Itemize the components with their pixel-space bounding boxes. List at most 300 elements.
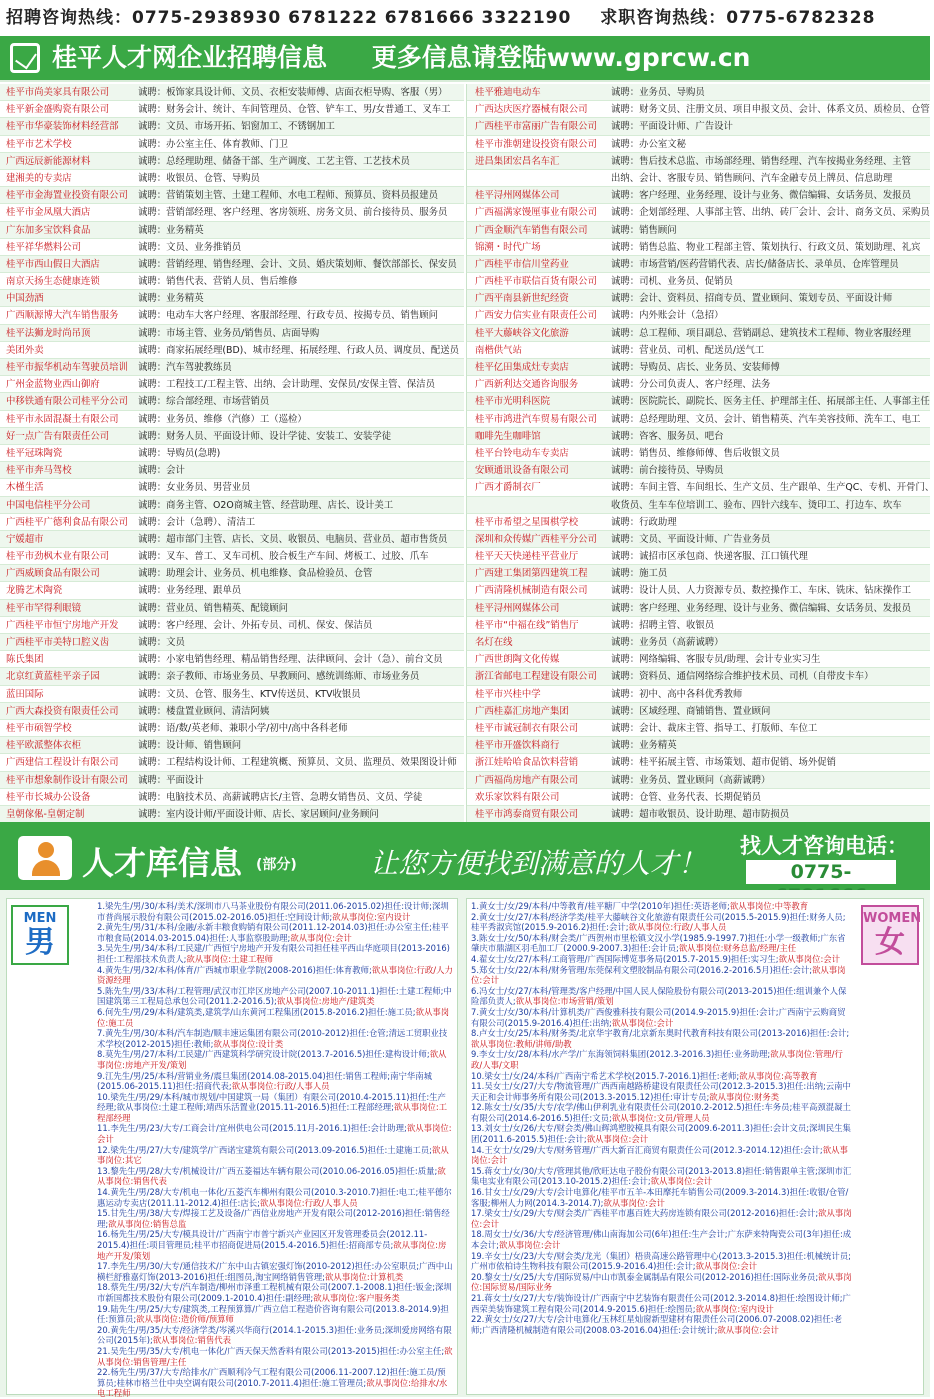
job-row[interactable]: [0, 720, 464, 737]
company-name[interactable]: 桂平市奔马驾校: [6, 465, 72, 477]
job-row[interactable]: [467, 479, 934, 496]
company-name[interactable]: 广西桂平市富丽广告有限公司: [475, 121, 597, 133]
job-row[interactable]: [467, 668, 930, 685]
company-name[interactable]: 桂平市华豪装饰材料经营部: [6, 121, 119, 133]
job-positions: 诚聘：文员、业务推销员: [138, 241, 242, 253]
job-row[interactable]: [467, 256, 930, 273]
talent-entry[interactable]: [471, 1208, 853, 1229]
company-name[interactable]: 广西才爵制衣厂: [475, 482, 541, 494]
job-positions: 诚聘：商家拓展经理(BD)、城市经理、拓展经理、行政人员、调度员、配送员: [138, 344, 459, 356]
company-name[interactable]: 桂平市开盛饮料商行: [475, 740, 560, 752]
job-row[interactable]: [467, 600, 930, 617]
talent-entry[interactable]: [471, 1229, 853, 1250]
talent-entry[interactable]: [471, 1102, 853, 1123]
job-positions: 诚聘：室内设计师/平面设计师、店长、家居顾问/业务顾问: [138, 808, 379, 820]
talent-entry[interactable]: [471, 901, 853, 912]
talent-entry[interactable]: [97, 1282, 453, 1303]
company-name[interactable]: 广东加多宝饮料食品: [6, 224, 91, 236]
company-name[interactable]: 桂平市长城办公设备: [6, 791, 91, 803]
desired-position: 欲从事岗位:财务总监/经理/主任: [678, 943, 797, 954]
job-column-right: [466, 84, 934, 823]
job-positions: 诚聘：业务员、导购员: [611, 87, 705, 98]
talent-entry[interactable]: [97, 1049, 453, 1070]
company-name[interactable]: 桂平市想象制作设计有限公司: [6, 774, 128, 786]
company-name[interactable]: 桂平浔州网媒体公司: [475, 602, 560, 614]
job-row[interactable]: [0, 290, 464, 307]
job-row[interactable]: [467, 239, 930, 256]
company-name[interactable]: 广西桂平市信川堂药业: [475, 258, 569, 270]
job-row[interactable]: [0, 514, 464, 531]
talent-entry[interactable]: [471, 912, 853, 933]
job-row[interactable]: [467, 273, 930, 290]
job-row[interactable]: [467, 101, 930, 118]
company-name[interactable]: 中移铁通有限公司桂平分公司: [6, 396, 128, 408]
company-name[interactable]: 桂平市永固混凝土有限公司: [6, 413, 119, 425]
job-row[interactable]: [0, 634, 464, 651]
job-row[interactable]: [467, 187, 930, 204]
job-row[interactable]: [0, 531, 464, 548]
company-name[interactable]: 建湘美的专卖店: [6, 172, 72, 184]
talent-entry[interactable]: [97, 901, 453, 922]
company-name[interactable]: 桂平市“中福在线”销售厅: [475, 619, 579, 631]
job-positions: 诚聘：初中、高中各科优秀教师: [611, 688, 743, 700]
talent-entry[interactable]: [471, 1293, 853, 1314]
job-positions: 诚聘：平面设计师、广告设计: [611, 121, 733, 133]
job-positions: 诚聘：营销经理、销售经理、会计、文员、婚庆策划师、餐饮部部长、保安员: [138, 258, 457, 270]
company-name[interactable]: 桂平市金凤凰大酒店: [6, 207, 91, 219]
company-name[interactable]: 广西威顾食品有限公司: [6, 568, 100, 580]
job-positions: 诚聘：招聘主管、收银员: [611, 619, 715, 631]
banner-site-link[interactable]: 更多信息请登陆www.gprcw.cn: [371, 43, 751, 72]
job-hotline: 求职咨询热线：0775-6782328: [600, 8, 876, 28]
company-name[interactable]: 名灯在线: [475, 637, 513, 648]
job-positions: 诚聘：文员、市场开拓、铝窗加工、不锈钢加工: [138, 121, 335, 133]
job-row[interactable]: [0, 118, 464, 135]
talent-entry[interactable]: [97, 986, 453, 1007]
company-name[interactable]: 桂平市淮朝建设投资有限公司: [475, 138, 597, 150]
job-row[interactable]: [0, 273, 464, 290]
desired-position: 欲从事岗位:会计: [498, 1240, 561, 1250]
company-name[interactable]: 桂平市鸿泰商贸有限公司: [475, 808, 579, 820]
company-name[interactable]: 广西达庆医疗器械有限公司: [475, 104, 588, 116]
job-row[interactable]: [467, 617, 930, 634]
company-name[interactable]: 广西新利达交通咨询服务: [475, 379, 579, 391]
job-row[interactable]: [467, 772, 930, 789]
job-positions: 诚聘：电动车大客户经理、客服部经理、行政专员、按揭专员、销售顾问: [138, 310, 439, 322]
job-row[interactable]: [0, 703, 464, 720]
company-name[interactable]: 广西远辰新能源材料: [6, 155, 91, 167]
desired-position: 欲从事岗位:高等教育: [739, 1070, 818, 1081]
company-name[interactable]: 宁媛超市: [6, 533, 44, 545]
talent-entry[interactable]: [97, 1304, 453, 1325]
company-name[interactable]: 桂平法狮龙时尚吊顶: [6, 327, 91, 339]
job-row[interactable]: [467, 634, 930, 651]
desired-position: 欲从事岗位:销售代表: [152, 1335, 231, 1346]
talent-entry[interactable]: [471, 1314, 853, 1335]
company-name[interactable]: 广西金顺汽车销售有限公司: [475, 224, 588, 236]
job-row[interactable]: [467, 703, 930, 720]
company-name[interactable]: 桂平欧派整体衣柜: [6, 740, 82, 752]
job-row[interactable]: [0, 772, 464, 789]
job-row[interactable]: [467, 411, 930, 428]
job-positions: 诚聘：收银员、仓管、导购员: [138, 172, 260, 184]
talent-entry[interactable]: [471, 1123, 853, 1144]
company-name[interactable]: 桂平市尚美家具有限公司: [6, 87, 110, 98]
women-badge-cn: 女: [875, 925, 905, 960]
men-talent-list: [97, 901, 453, 1399]
job-row[interactable]: [467, 497, 930, 514]
company-name[interactable]: 广西顺源博大汽车销售服务: [6, 310, 119, 322]
job-row[interactable]: [0, 359, 464, 376]
job-row[interactable]: [0, 170, 464, 187]
job-row[interactable]: [467, 359, 930, 376]
job-row[interactable]: [0, 497, 464, 514]
job-row[interactable]: [467, 307, 930, 324]
company-name[interactable]: 桂平市兴桂中学: [475, 688, 541, 700]
company-name[interactable]: 广西桂嘉汇房地产集团: [475, 705, 569, 717]
talent-entry[interactable]: [471, 1071, 853, 1082]
company-name[interactable]: 中国劲酒: [6, 293, 44, 305]
talent-entry[interactable]: [97, 1325, 453, 1346]
job-row[interactable]: [0, 686, 464, 703]
job-row[interactable]: [0, 548, 464, 565]
company-name[interactable]: 皇朝傢俬-皇朝定制: [6, 808, 85, 820]
job-positions: 诚聘：设计师、销售顾问: [138, 740, 242, 752]
job-row[interactable]: [467, 806, 930, 823]
company-name[interactable]: 广西桂平市恒宁房地产开发: [6, 619, 119, 631]
company-name[interactable]: 迸昌集团宏昌名车汇: [475, 155, 560, 167]
job-row[interactable]: [467, 222, 930, 239]
job-row[interactable]: [0, 600, 464, 617]
job-row[interactable]: [0, 256, 464, 273]
company-name[interactable]: 桂平市希望之星围棋学校: [475, 516, 579, 528]
desired-position: 欲从事岗位:文员/管理人员: [611, 1112, 710, 1123]
job-positions: 诚聘：营销部经理、客户经理、客房领班、房务文员、前台接待员、服务员: [138, 207, 448, 219]
job-row[interactable]: [0, 565, 464, 582]
talent-profile: 3.陈女士/女/50/本科/财会类/广西贺州市里松镇文汉小学(1985.9-1997.7)担任:小学一级教师;广东省肇庆市鼎湖区羽毛加工厂(2000.9-2007.3)担任:会计员;: [471, 932, 846, 954]
talent-profile: 7.黄女士/女/30/本科/计算机类/广西俊雅科技有限公司(2014.9-2015.9)担任:会计;广西南宁云购商贸有限公司(2015.9-2016.4)担任:出纳;: [471, 1006, 846, 1028]
company-name[interactable]: 欢乐家饮料有限公司: [475, 791, 560, 803]
talent-entry[interactable]: [471, 986, 853, 1007]
job-row[interactable]: [467, 651, 930, 668]
company-name[interactable]: 桂平市鸿进汽车贸易有限公司: [475, 413, 597, 425]
company-name[interactable]: 广西桂平广德利食品有限公司: [6, 516, 128, 528]
job-row[interactable]: [467, 153, 930, 170]
job-positions: 诚聘：超市部门主管、店长、文员、收银员、电脑员、营业员、超市售货员: [138, 533, 448, 545]
job-positions: 诚聘：文员、平面设计师、广告业务员: [611, 533, 771, 545]
job-row[interactable]: [467, 737, 930, 754]
job-positions: 诚聘：医院院长、副院长、医务主任、护理部主任、拓展部主任、人事部主任: [611, 396, 930, 408]
job-row[interactable]: [0, 411, 464, 428]
talent-entry[interactable]: [471, 1251, 853, 1272]
talent-entry[interactable]: [471, 965, 853, 986]
men-badge-en: MEN: [23, 911, 57, 926]
talent-entry[interactable]: [471, 1166, 853, 1187]
company-name[interactable]: 广州金蓝物业西山御府: [6, 379, 100, 391]
job-positions: 诚聘：办公室主任、体育教师、门卫: [138, 138, 289, 150]
company-name[interactable]: 南楷供气站: [475, 344, 522, 356]
desired-position: 欲从事岗位:会计: [290, 932, 352, 943]
company-name[interactable]: 广西福尚房地产有限公司: [475, 774, 579, 786]
job-positions: 诚聘：总经理助理、储备干部、生产调度、工艺主管、工艺技术员: [138, 155, 410, 167]
job-row[interactable]: [0, 393, 464, 410]
job-row[interactable]: [0, 806, 464, 823]
company-name[interactable]: 桂平市罕得利眼镜: [6, 602, 82, 614]
job-row[interactable]: [0, 668, 464, 685]
company-name[interactable]: 桂平大藤峡谷文化旅游: [475, 327, 569, 339]
talent-entry[interactable]: [471, 954, 853, 965]
company-name[interactable]: 桂平浔州网媒体公司: [475, 190, 560, 202]
women-talent-list: [471, 901, 853, 1392]
job-positions: 诚聘：会计: [138, 465, 185, 477]
talent-entry[interactable]: [97, 1092, 453, 1124]
company-name[interactable]: 桂平市硕智学校: [6, 722, 72, 734]
job-row[interactable]: [467, 789, 930, 806]
talent-profile: 16.杨先生/男/25/大专/模具设计/广西南宁市普宁新兴产业园区开发管理委员会(2012.11-2015.4)担任:项目管理员;桂平市招商促进局(2015.4-2016.5)担任:招商部专员;: [97, 1229, 428, 1250]
company-name[interactable]: 咖啡先生咖啡馆: [475, 430, 541, 442]
women-talent-panel: [466, 898, 924, 1395]
job-row[interactable]: [0, 376, 464, 393]
talent-profile: 15.甘先生/男/38/大专/焊接工艺及设备/广西信业房地产开发有限公司(2012-2016)担任:销售经理;: [97, 1208, 450, 1229]
job-row[interactable]: [0, 445, 464, 462]
talent-entry[interactable]: [97, 1123, 453, 1144]
talent-profile: 4.黄先生/男/32/本科/体育/广西城市职业学院(2008-2016)担任:体育教师;: [97, 964, 372, 975]
job-row[interactable]: [467, 428, 930, 445]
job-row[interactable]: [0, 617, 464, 634]
desired-position: 欲从事岗位:计算机类: [325, 1271, 404, 1282]
talent-profile: 16.甘女士/女/29/大专/会计电算化/桂平市五羊-本田摩托车销售公司(2009.3-2014.3)担任:收银/仓管/客服;柳州人力网(2014.3-2014.7);: [471, 1187, 849, 1208]
job-positions: 诚聘：客户经理、业务经理、设计与业务、微信编辑、女话务员、发报员: [611, 190, 912, 202]
talent-entry[interactable]: [97, 1367, 453, 1399]
job-row[interactable]: [0, 479, 464, 496]
job-positions: 诚聘：销售员、维修师傅、售后收银文员: [611, 447, 780, 459]
job-positions: 诚聘：财务会计、统计、车间管理员、仓管、铲车工、男/女普通工、叉车工: [138, 104, 451, 116]
talent-profile: 4.翟女士/女/27/本科/工商管理/广西国际博览事务局(2015.7-2015.9)担任:实习生;: [471, 953, 779, 964]
job-row[interactable]: [467, 118, 930, 135]
talent-entry[interactable]: [97, 1145, 453, 1166]
talent-slogan: 让您方便找到满意的人才！: [370, 847, 707, 880]
talent-entry[interactable]: [471, 1272, 853, 1293]
company-name[interactable]: 广西建工集团第四建筑工程: [475, 568, 588, 580]
job-positions: 诚聘：企划部经理、人事部主管、出纳、砖厂会计、会计、商务文员、采购员: [611, 207, 930, 219]
company-name[interactable]: 桂平台铃电动车专卖店: [475, 447, 569, 459]
talent-entry[interactable]: [97, 1346, 453, 1367]
job-row[interactable]: [467, 548, 930, 565]
company-name[interactable]: 桂平天天快递桂平营业厅: [475, 551, 579, 563]
desired-position: 欲从事岗位:教师/讲师/助教: [471, 1038, 572, 1049]
job-positions: 诚聘：会计、裁床主管、指导工、打版师、车位工: [611, 722, 818, 734]
job-positions: 诚聘：财务文员、注册文员、项目申报文员、会计、体系文员、质检员、仓管: [611, 104, 930, 116]
company-name[interactable]: 浙江省邮电工程建设有限公司: [475, 671, 597, 683]
talent-entry[interactable]: [471, 1049, 853, 1070]
recruit-hotline: 招聘咨询热线：0775-2938930 6781222 6781666 3322190: [6, 8, 572, 28]
job-positions: 诚聘：业务员、维修（汽修）工（巡检）: [138, 413, 307, 425]
company-name[interactable]: 桂平冠珠陶瓷: [6, 447, 63, 459]
job-row[interactable]: [467, 462, 930, 479]
job-row[interactable]: [467, 170, 930, 187]
company-name[interactable]: 广西大森投资有限责任公司: [6, 705, 119, 717]
job-row[interactable]: [467, 393, 930, 410]
company-name[interactable]: 桂平雅迪电动车: [475, 87, 541, 98]
job-row[interactable]: [467, 514, 930, 531]
desired-position: 欲从事岗位:会计: [717, 1324, 779, 1335]
job-row[interactable]: [0, 307, 464, 324]
job-row[interactable]: [0, 84, 464, 101]
job-row[interactable]: [467, 565, 930, 582]
job-row[interactable]: [0, 187, 464, 204]
job-positions: 诚聘：小家电销售经理、精品销售经理、法律顾问、会计（急）、前台文员: [138, 654, 443, 666]
job-positions: 诚聘：综合部经理、市场营销员: [138, 396, 270, 408]
talent-entry[interactable]: [97, 965, 453, 986]
talent-entry[interactable]: [97, 1166, 453, 1187]
company-name[interactable]: 广西建信工程设计有限公司: [6, 757, 119, 769]
talent-entry[interactable]: [97, 1187, 453, 1208]
job-row[interactable]: [0, 239, 464, 256]
company-name[interactable]: 中国电信桂平分公司: [6, 499, 91, 511]
talent-entry[interactable]: [471, 1081, 853, 1102]
company-name[interactable]: 桂平市金海置业投资有限公司: [6, 190, 128, 202]
company-name[interactable]: 龙腾艺术陶瓷: [6, 585, 63, 597]
job-row[interactable]: [467, 290, 930, 307]
job-row[interactable]: [0, 462, 464, 479]
job-positions: 诚聘：导购员、店长、业务员、安装师傅: [611, 362, 780, 373]
job-positions: 诚聘：业务精英: [138, 293, 204, 305]
company-name[interactable]: 广西平南县新世纪经资: [475, 293, 569, 305]
job-row[interactable]: [0, 428, 464, 445]
job-row[interactable]: [467, 686, 930, 703]
job-row[interactable]: [467, 136, 930, 153]
talent-profile: 7.黄先生/男/30/本科/汽车制造/顺丰速运集团有限公司(2010-2012)担任:仓管;清远工贸职业技术学校(2012-2015)担任:教师;: [97, 1028, 448, 1049]
desired-position: 欲从事岗位:土建工程师: [186, 953, 273, 964]
company-name[interactable]: 安顾通讯设备有限公司: [475, 465, 569, 477]
job-row[interactable]: [467, 582, 930, 599]
talent-phone[interactable]: 0775-: [746, 860, 896, 884]
company-name[interactable]: 桂平亿田集成灶专卖店: [475, 362, 569, 373]
talent-title: 人才库信息: [82, 844, 243, 882]
job-row[interactable]: [0, 204, 464, 221]
job-column-left: [0, 84, 464, 823]
company-name[interactable]: 广西安力信实业有限责任公司: [475, 310, 597, 322]
desired-position: 欲从事岗位:会计: [471, 1208, 852, 1229]
job-row[interactable]: [0, 582, 464, 599]
job-row[interactable]: [0, 737, 464, 754]
desired-position: 欲从事岗位:销售代表: [97, 1165, 446, 1187]
talent-entry[interactable]: [471, 933, 853, 954]
job-row[interactable]: [0, 136, 464, 153]
job-row[interactable]: [467, 84, 930, 101]
talent-entry[interactable]: [471, 1187, 853, 1208]
job-row[interactable]: [467, 720, 930, 737]
job-positions: 诚聘：市场主管、业务员/销售员、店面导购: [138, 327, 320, 339]
desired-position: 欲从事岗位:行政/人事人员: [628, 922, 727, 933]
talent-profile: 15.蒋女士/女/30/大专/管理其他/欣旺达电子股份有限公司(2013-2013.8)担任:销售跟单主管;深圳市汇集电实业有限公司(2013.10-2015.2)担任:会计;: [471, 1165, 852, 1187]
company-name[interactable]: 陈氏集团: [6, 654, 44, 666]
job-listings: [0, 80, 934, 820]
job-row[interactable]: [467, 445, 930, 462]
company-name[interactable]: 桂平市西山假日大酒店: [6, 258, 100, 270]
talent-entry[interactable]: [97, 1028, 453, 1049]
talent-subtitle: (部分): [256, 857, 297, 873]
talent-profile: 13.刘女士/女/26/大专/财会类/佛山辉鸿塑胶模具有限公司(2009.6-2011.3)担任:会计文员;深圳民生集团(2011.6-2015.5)担任:会计;: [471, 1123, 851, 1145]
talent-entry[interactable]: [97, 1071, 453, 1092]
talent-entry[interactable]: [97, 943, 453, 964]
job-row[interactable]: [0, 222, 464, 239]
company-name[interactable]: 锦溯・时代广场: [475, 241, 541, 253]
company-name[interactable]: 桂平市光明科医院: [475, 396, 551, 408]
company-name[interactable]: 蓝田国际: [6, 688, 44, 700]
talent-profile: 6.冯女士/女/27/本科/管理类/客户经理/中国人民人保险股份有限公司(2013-2015)担任:组训兼个人保险部负责人;: [471, 985, 847, 1007]
talent-entry[interactable]: [97, 1229, 453, 1261]
desired-position: 欲从事岗位:行政/人力资源经理: [97, 964, 453, 986]
talent-profile: 12.梁先生/男/27/大专/建筑学/广西诺宝建筑有限公司(2013.09-2016.5)担任:土建施工员;: [97, 1144, 432, 1155]
company-name[interactable]: 广西桂平市美特口腔义齿: [6, 637, 110, 648]
job-row[interactable]: [0, 153, 464, 170]
talent-entry[interactable]: [97, 1261, 453, 1282]
job-row[interactable]: [0, 325, 464, 342]
job-positions: 诚聘：司机、业务员、促销员: [611, 276, 733, 288]
talent-entry[interactable]: [97, 1007, 453, 1028]
talent-entry[interactable]: [471, 1028, 853, 1049]
job-row[interactable]: [0, 651, 464, 668]
company-name[interactable]: 广西世朗陶文化传媒: [475, 654, 560, 666]
talent-entry[interactable]: [471, 1007, 853, 1028]
job-row[interactable]: [0, 342, 464, 359]
company-name[interactable]: 广西桂平市联信百货有限公司: [475, 276, 597, 288]
company-name[interactable]: 木槿生活: [6, 482, 44, 494]
talent-profile: 13.黎先生/男/28/大专/机械设计/广西五菱福达车辆有限公司(2010.06-2016.05)担任:质量;: [97, 1165, 438, 1176]
job-positions: 诚聘：文员: [138, 637, 185, 648]
company-name[interactable]: 深圳和众传媒广西桂平分公司: [475, 533, 597, 545]
desired-position: 欲从事岗位:市场营销/策划: [515, 996, 614, 1007]
job-row[interactable]: [467, 754, 930, 771]
desired-position: 欲从事岗位:会计: [695, 1261, 758, 1272]
company-name[interactable]: 广西清隆机械制造有限公司: [475, 585, 588, 597]
job-row[interactable]: [467, 376, 930, 393]
company-name[interactable]: 桂平市劲枫木业有限公司: [6, 551, 110, 563]
company-name[interactable]: 北京红黄蓝桂平亲子园: [6, 671, 100, 683]
company-name[interactable]: 好一点广告有限责任公司: [6, 430, 110, 442]
job-positions: 收货员、生车车位培训工、验布、四针六线车、烫印工、打边车、坎车: [611, 499, 902, 511]
company-name[interactable]: 桂平市艺术学校: [6, 138, 72, 150]
desired-position: 欲从事岗位:会计: [603, 1197, 665, 1208]
job-row[interactable]: [0, 101, 464, 118]
job-row[interactable]: [467, 342, 930, 359]
job-row[interactable]: [0, 754, 464, 771]
job-row[interactable]: [0, 789, 464, 806]
job-positions: 诚聘：办公室文秘: [611, 138, 687, 150]
company-name[interactable]: 桂平祥华燃料公司: [6, 241, 82, 253]
talent-entry[interactable]: [97, 922, 453, 943]
talent-entry[interactable]: [97, 1208, 453, 1229]
company-name[interactable]: 美团外卖: [6, 344, 44, 356]
job-row[interactable]: [467, 531, 930, 548]
company-name[interactable]: 桂平市振华机动车驾驶员培训: [6, 362, 128, 373]
company-name[interactable]: 桂平市诚冠制衣有限公司: [475, 722, 579, 734]
talent-profile: 14.王女士/女/29/大专/财务管理/广西大新百汇商贸有限责任公司(2012.3-2014.12)担任:会计;: [471, 1144, 823, 1155]
company-name[interactable]: 浙江娃哈哈食品饮料营销: [475, 757, 579, 769]
job-row[interactable]: [467, 204, 930, 221]
job-positions: 诚聘：咨客、服务员、吧台: [611, 430, 724, 442]
talent-entry[interactable]: [471, 1145, 853, 1166]
desired-position: 欲从事岗位:室内设计: [695, 1303, 774, 1314]
desired-position: 欲从事岗位:会计: [611, 1017, 674, 1028]
job-positions: 诚聘：业务精英: [138, 224, 204, 236]
company-name[interactable]: 广西福满家馒厘事业有限公司: [475, 207, 597, 219]
desired-position: 欲从事岗位:中等教育: [729, 901, 809, 911]
job-row[interactable]: [467, 325, 930, 342]
company-name[interactable]: 桂平新金盛购瓷有限公司: [6, 104, 110, 116]
company-name[interactable]: 南京天扬生态健康连锁: [6, 276, 100, 288]
